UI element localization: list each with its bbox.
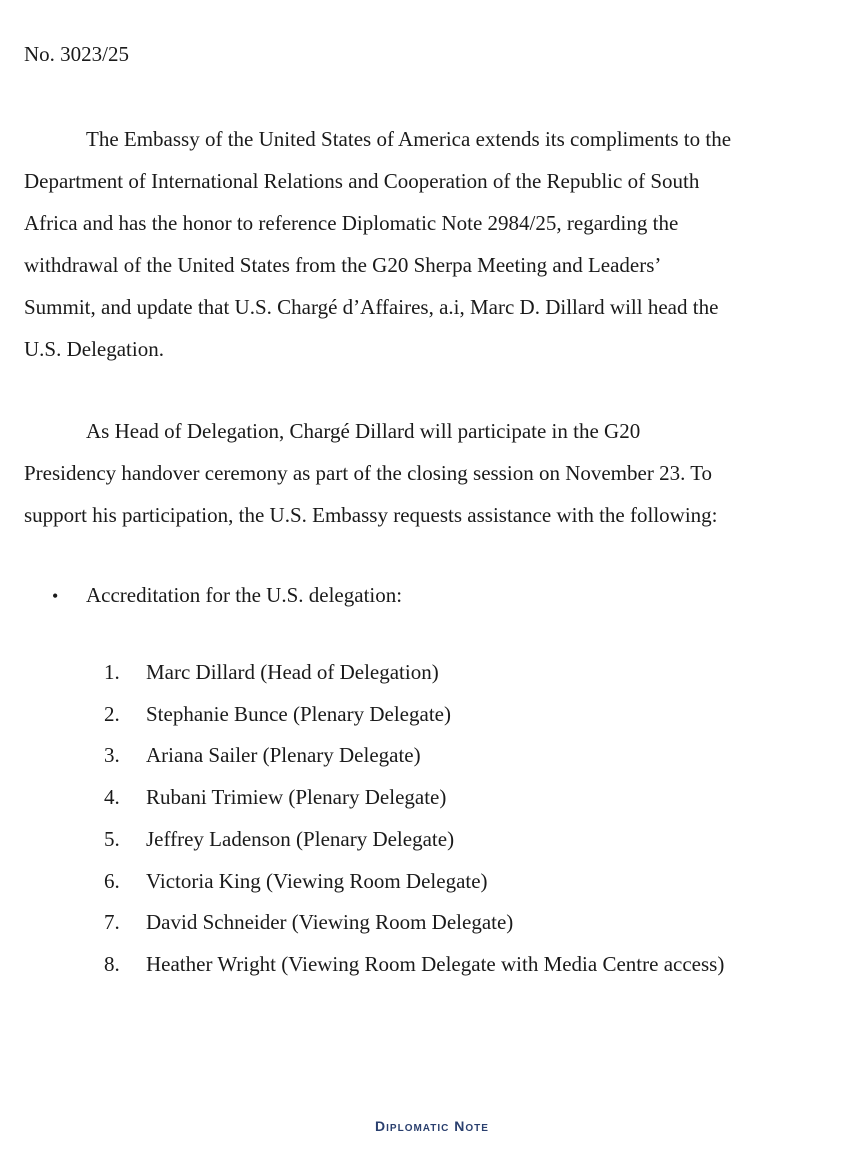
list-item-text: Ariana Sailer (Plenary Delegate) bbox=[146, 743, 421, 768]
list-item bbox=[104, 777, 724, 819]
paragraph-line: Department of International Relations and Cooperation of the Republic of South bbox=[24, 169, 700, 193]
list-item-number: 1. bbox=[104, 660, 120, 684]
list-item-text: Jeffrey Ladenson (Plenary Delegate) bbox=[146, 826, 455, 851]
list-item bbox=[104, 652, 724, 694]
list-item-number: 2. bbox=[104, 701, 120, 726]
list-item-number: 8. bbox=[104, 951, 120, 976]
list-item-number: 4. bbox=[104, 785, 120, 810]
list-item-text: Victoria King (Viewing Room Delegate) bbox=[146, 868, 488, 893]
footer-title: Diplomatic Note bbox=[375, 1118, 489, 1134]
list-item-number: 5. bbox=[104, 826, 120, 851]
paragraph-line: The Embassy of the United States of America extends its compliments to the bbox=[86, 127, 732, 151]
note-number: No. 3023/25 bbox=[24, 42, 129, 66]
list-item-text: Heather Wright (Viewing Room Delegate with Media Centre access) bbox=[146, 951, 725, 976]
paragraph-line: As Head of Delegation, Chargé Dillard will participate in the G20 bbox=[86, 419, 641, 443]
list-item-text: Marc Dillard (Head of Delegation) bbox=[146, 660, 439, 684]
list-item bbox=[104, 694, 724, 736]
bullet-icon: • bbox=[52, 586, 59, 606]
list-item-text: Rubani Trimiew (Plenary Delegate) bbox=[146, 785, 447, 810]
list-item bbox=[104, 735, 724, 777]
accreditation-bullet bbox=[52, 580, 402, 611]
delegate-list bbox=[104, 652, 724, 986]
list-item bbox=[104, 819, 724, 861]
list-item-text: David Schneider (Viewing Room Delegate) bbox=[146, 910, 514, 935]
list-item-number: 3. bbox=[104, 743, 120, 768]
list-item bbox=[104, 861, 724, 903]
list-item bbox=[104, 902, 724, 944]
list-item-text: Stephanie Bunce (Plenary Delegate) bbox=[146, 701, 451, 726]
paragraph-line: support his participation, the U.S. Embassy requests assistance with the following: bbox=[24, 503, 718, 527]
paragraph-line: U.S. Delegation. bbox=[24, 337, 164, 361]
list-item-number: 6. bbox=[104, 868, 120, 893]
paragraph-line: Africa and has the honor to reference Diplomatic Note 2984/25, regarding the bbox=[24, 211, 679, 235]
list-item bbox=[104, 944, 724, 986]
paragraph-intro bbox=[24, 118, 840, 370]
paragraph-line: withdrawal of the United States from the G20 Sherpa Meeting and Leaders’ bbox=[24, 253, 662, 277]
list-item-number: 7. bbox=[104, 910, 120, 935]
paragraph-line: Summit, and update that U.S. Chargé d’Affaires, a.i, Marc D. Dillard will head the bbox=[24, 295, 719, 319]
paragraph-line: Presidency handover ceremony as part of the closing session on November 23. To bbox=[24, 461, 713, 485]
paragraph-request bbox=[24, 410, 840, 536]
bullet-text: Accreditation for the U.S. delegation: bbox=[86, 583, 403, 607]
